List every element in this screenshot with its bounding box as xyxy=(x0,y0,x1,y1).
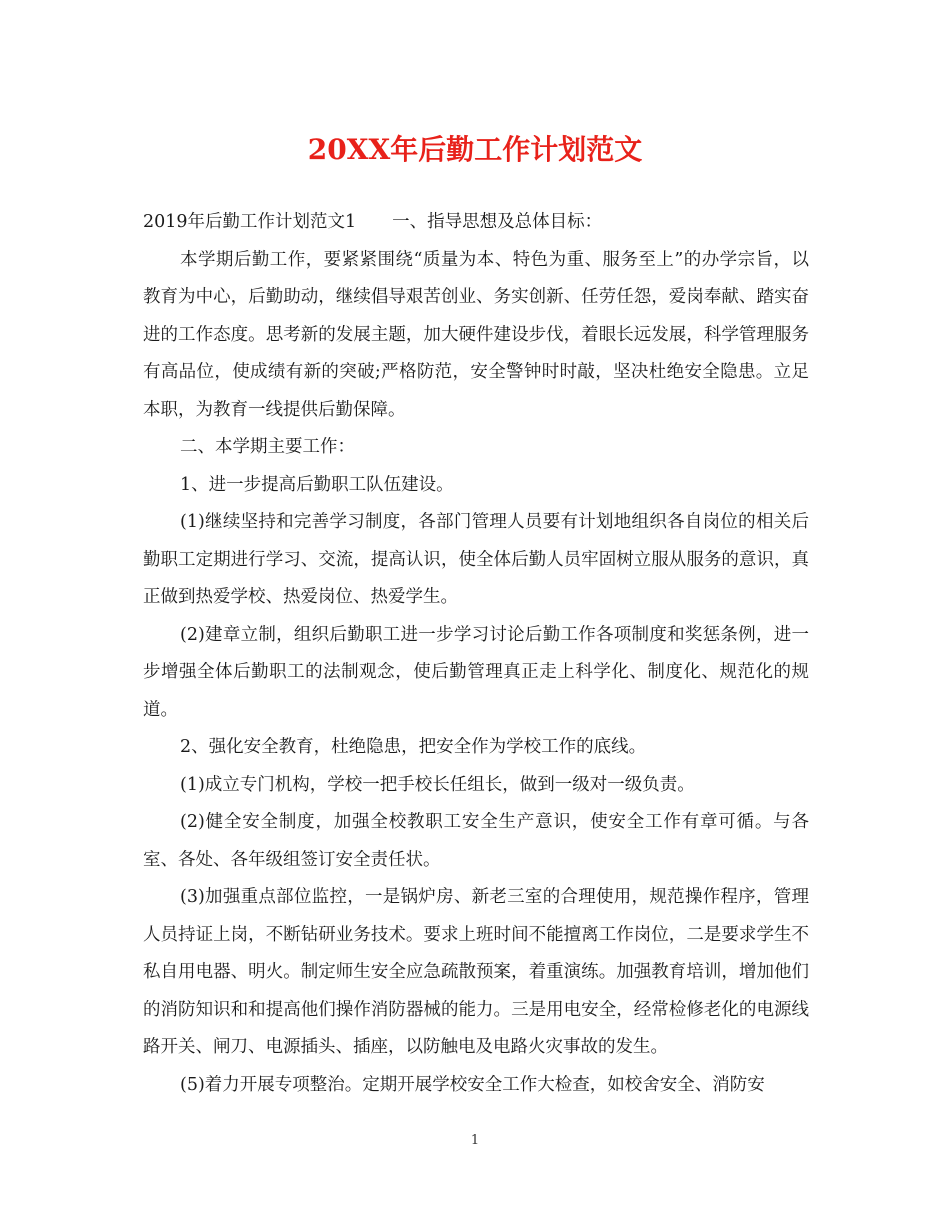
item-2-sub-2: (2)健全安全制度，加强全校教职工安全生产意识，使安全工作有章可循。与各室、各处、各年级组签订安全责任状。 xyxy=(143,812,809,870)
document-body xyxy=(143,204,809,1104)
page-number: 1 xyxy=(470,1133,480,1148)
document-title: 20XX年后勤工作计划范文 xyxy=(307,133,643,166)
item-1-sub-2: (2)建章立制，组织后勤职工进一步学习讨论后勤工作各项制度和奖惩条例，进一步增强全体后勤职工的法制观念，使后勤管理真正走上科学化、制度化、规范化的规道。 xyxy=(143,624,809,720)
item-1-heading: 1、进一步提高后勤职工队伍建设。 xyxy=(180,474,454,495)
intro-first-item: 一、指导思想及总体目标： xyxy=(392,212,603,232)
paragraph-purpose: 本学期后勤工作，要紧紧围绕“质量为本、特色为重、服务至上”的办学宗旨，以教育为中心，后勤助动，继续倡导艰苦创业、务实创新、任劳任怨，爱岗奉献、踏实奋进的工作态度。思考新的发展主题，加大硬件建设步伐，着眼长远发展，科学管理服务有高品位，使成绩有新的突破;严格防范，安全警钟时时敲，坚决杜绝安全隐患。立足本职，为教育一线提供后勤保障。 xyxy=(143,249,809,420)
section-heading-main-work: 二、本学期主要工作： xyxy=(180,437,355,457)
item-2-heading: 2、强化安全教育，杜绝隐患，把安全作为学校工作的底线。 xyxy=(180,737,647,757)
item-2-sub-1: (1)成立专门机构，学校一把手校长任组长，做到一级对一级负责。 xyxy=(180,774,695,795)
intro-line xyxy=(143,204,809,242)
item-1-sub-1: (1)继续坚持和完善学习制度，各部门管理人员要有计划地组织各自岗位的相关后勤职工定期进行学习、交流，提高认识，使全体后勤人员牢固树立服从服务的意识，真正做到热爱学校、热爱岗位、热爱学生。 xyxy=(143,512,809,607)
item-2-sub-5: (5)着力开展专项整治。定期开展学校安全工作大检查，如校舍安全、消防安 xyxy=(180,1074,765,1095)
item-2-sub-3: (3)加强重点部位监控，一是锅炉房、新老三室的合理使用，规范操作程序，管理人员持证上岗，不断钻研业务技术。要求上班时间不能擅离工作岗位，二是要求学生不私自用电器、明火。制定师生安全应急疏散预案，着重演练。加强教育培训，增加他们的消防知识和和提高他们操作消防器械的能力。三是用电安全，经常检修老化的电源线路开关、闸刀、电源插头、插座，以防触电及电路火灾事故的发生。 xyxy=(143,887,809,1057)
intro-heading: 2019年后勤工作计划范文1 xyxy=(143,212,357,232)
